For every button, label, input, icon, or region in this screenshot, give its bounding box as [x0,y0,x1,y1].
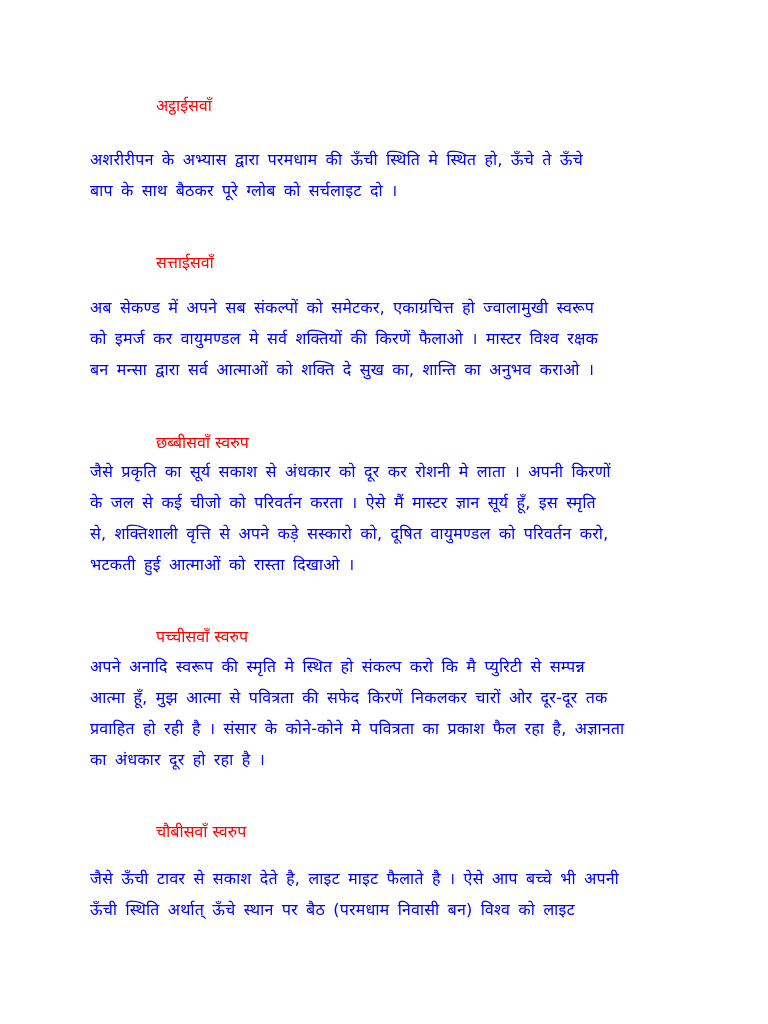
section-heading-27: सत्ताईसवाँ [156,253,214,272]
section-heading-25: पच्चीसवाँ स्वरुप [156,627,249,646]
paragraph-line: अशरीरीपन के अभ्यास द्वारा परमधाम की ऊँची स्थिति मे स्थित हो, ऊँचे ते ऊँचे [90,150,584,169]
paragraph-line: अपने अनादि स्वरूप की स्मृति मे स्थित हो संकल्प करो कि मै प्युरिटी से सम्पन्न [90,657,585,676]
paragraph-line: के जल से कई चीजो को परिवर्तन करता । ऐसे मैं मास्टर ज्ञान सूर्य हूँ, इस स्मृति [90,493,596,512]
section-heading-26: छब्बीसवाँ स्वरुप [156,433,249,452]
paragraph-line: जैसे ऊँची टावर से सकाश देते है, लाइट माइट फैलाते है । ऐसे आप बच्चे भी अपनी [90,869,620,888]
section-paragraph-27 [90,292,665,385]
section-heading-28: अट्ठाईसवाँ [156,96,212,115]
section-paragraph-25 [90,651,665,775]
paragraph-line: अब सेकण्ड में अपने सब संकल्पों को समेटकर, एकाग्रचित्त हो ज्वालामुखी स्वरूप [90,298,595,317]
paragraph-line: भटकती हुई आत्माओं को रास्ता दिखाओ । [90,555,355,574]
paragraph-line: प्रवाहित हो रही है । संसार के कोने-कोने मे पवित्रता का प्रकाश फैल रहा है, अज्ञानता [90,719,625,738]
section-paragraph-28 [90,144,665,206]
paragraph-line: का अंधकार दूर हो रहा है । [90,750,266,769]
paragraph-line: बाप के साथ बैठकर पूरे ग्लोब को सर्चलाइट दो । [90,181,398,200]
paragraph-line: ऊँची स्थिति अर्थात् ऊँचे स्थान पर बैठ (परमधाम निवासी बन) विश्व को लाइट [90,900,575,919]
paragraph-line: बन मन्सा द्वारा सर्व आत्माओं को शक्ति दे सुख का, शान्ति का अनुभव कराओ । [90,360,595,379]
paragraph-line: को इमर्ज कर वायुमण्डल मे सर्व शक्तियों की किरणें फैलाओ । मास्टर विश्व रक्षक [90,329,599,348]
section-paragraph-26 [90,456,665,580]
paragraph-line: से, शक्तिशाली वृत्ति से अपने कड़े सस्कारो को, दूषित वायुमण्डल को परिवर्तन करो, [90,524,609,543]
section-heading-24: चौबीसवाँ स्वरुप [156,822,247,841]
section-paragraph-24 [90,863,665,925]
paragraph-line: आत्मा हूँ, मुझ आत्मा से पवित्रता की सफेद किरणें निकलकर चारों ओर दूर-दूर तक [90,688,608,707]
paragraph-line: जैसे प्रकृति का सूर्य सकाश से अंधकार को दूर कर रोशनी मे लाता । अपनी किरणों [90,462,611,481]
